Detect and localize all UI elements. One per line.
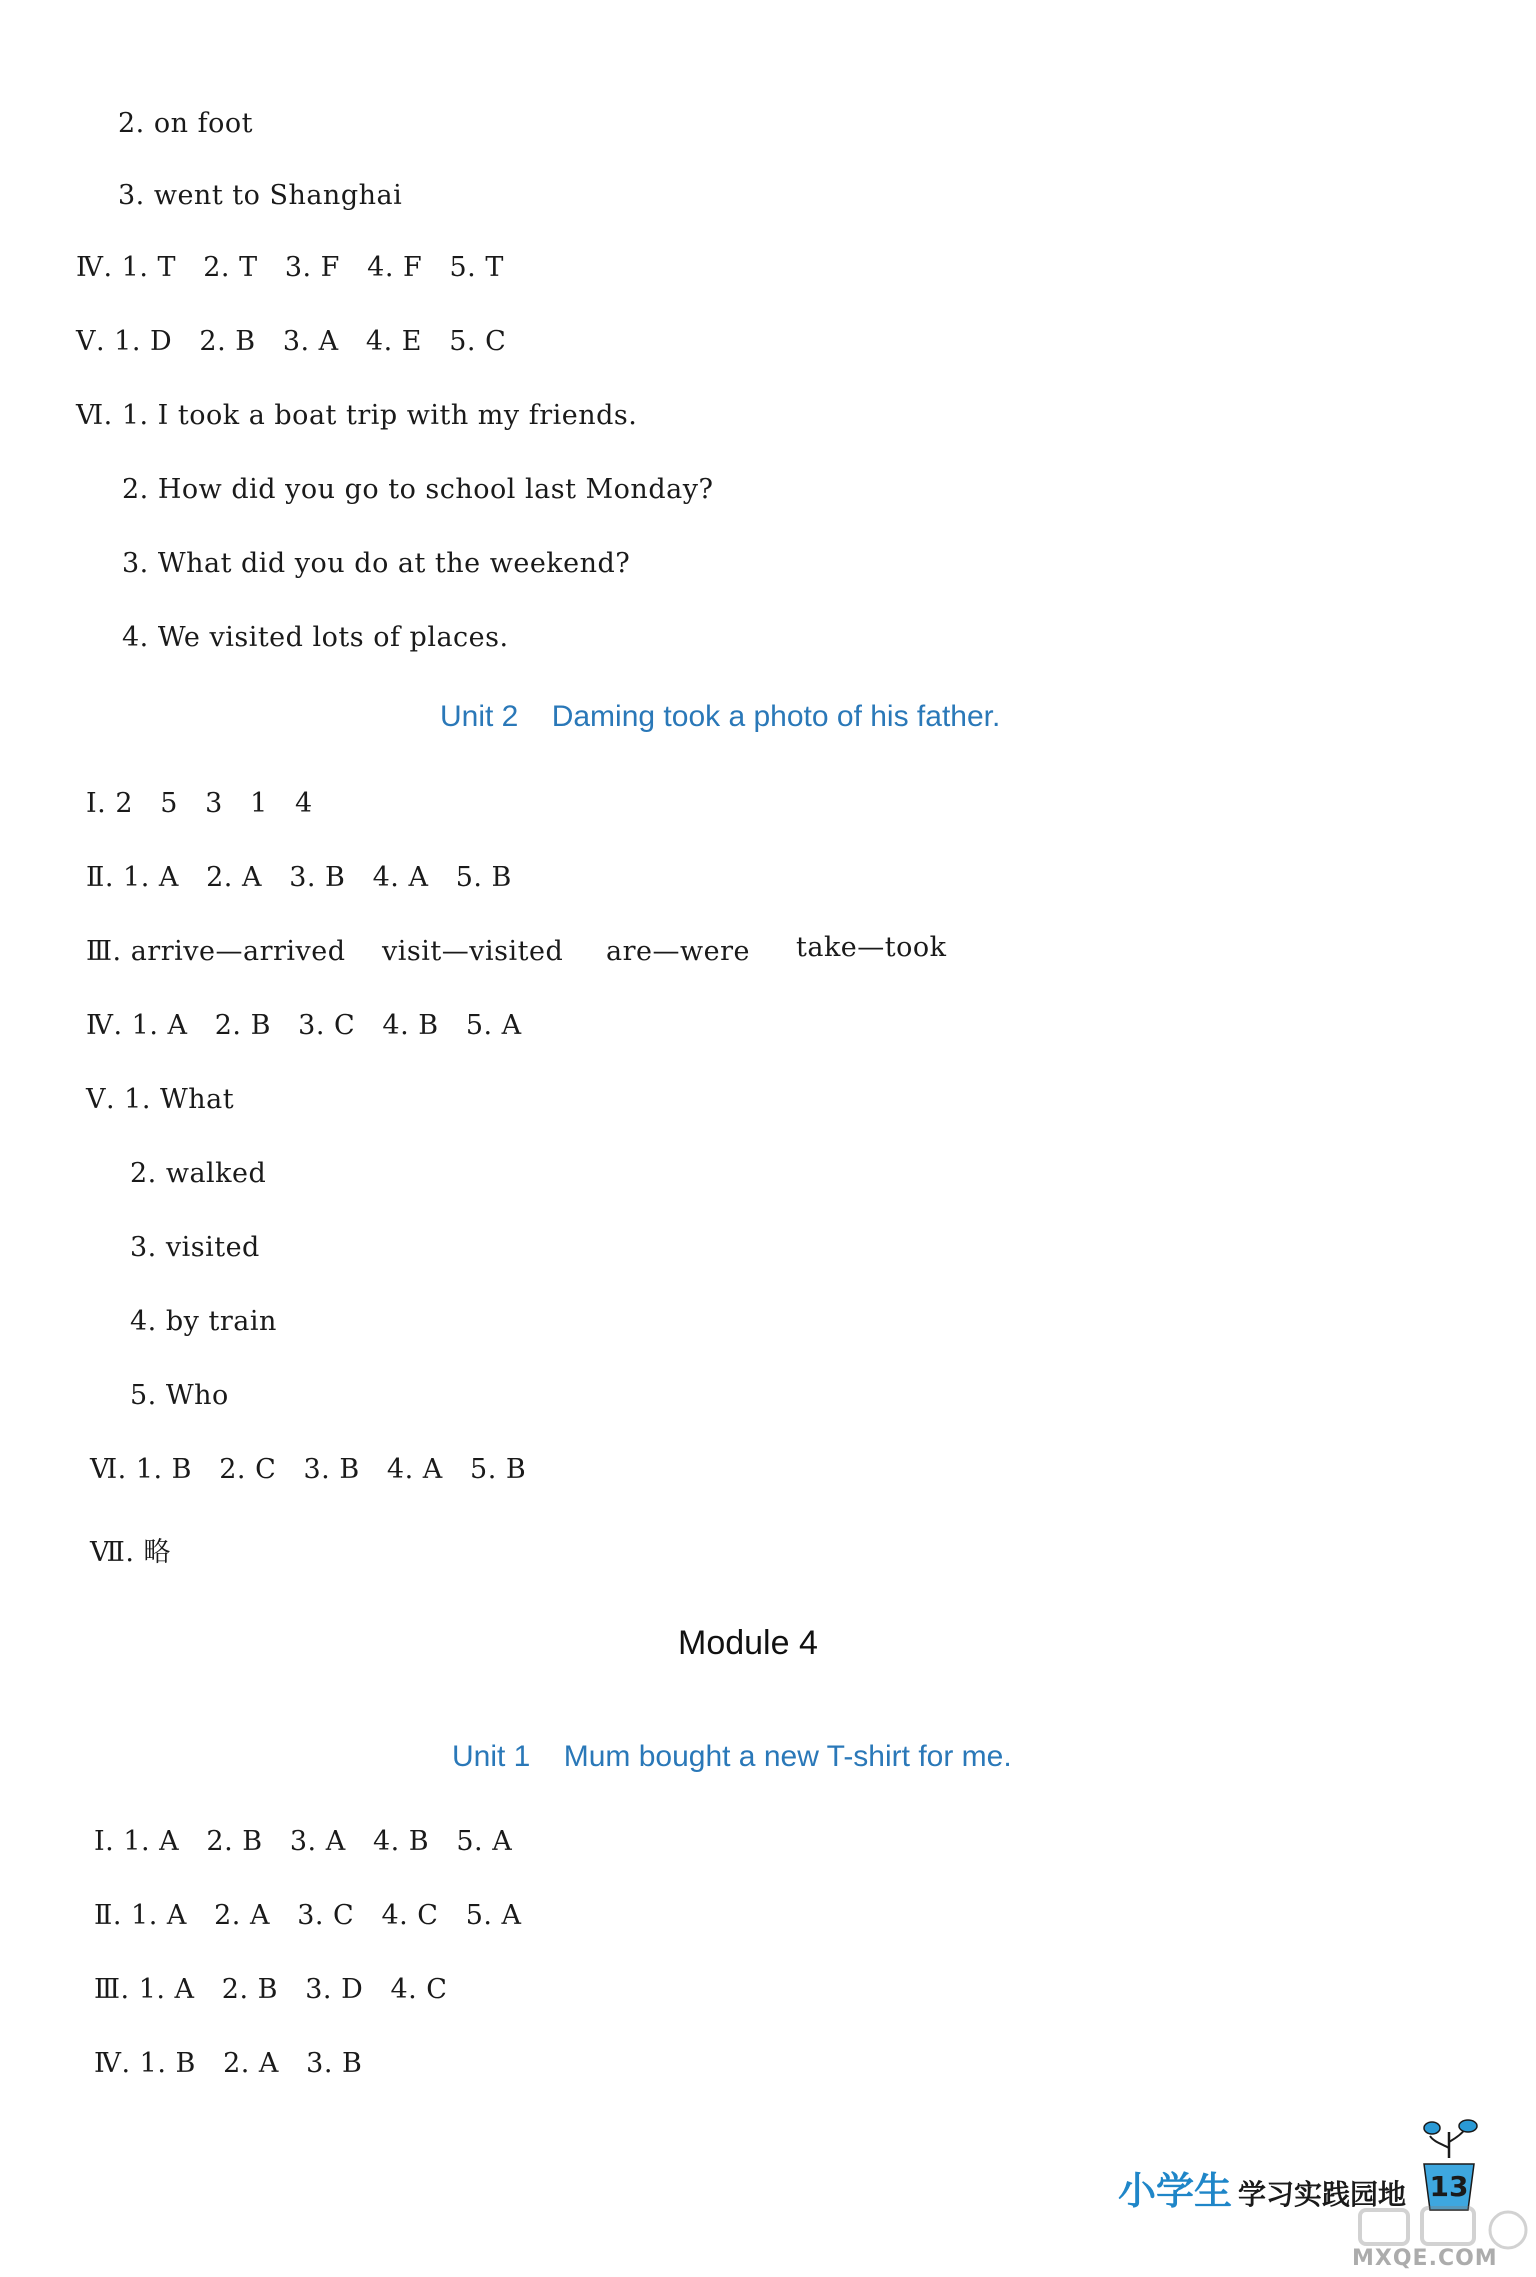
answer-line: Ⅱ. 1. A 2. A 3. B 4. A 5. B <box>86 862 512 893</box>
answer-line: Ⅳ. 1. A 2. B 3. C 4. B 5. A <box>86 1010 522 1041</box>
answer-line: Ⅰ. 2 5 3 1 4 <box>86 788 313 819</box>
answer-line: 2. walked <box>130 1158 267 1189</box>
answer-line: Ⅲ. arrive—arrived <box>86 936 346 967</box>
answer-line: visit—visited <box>382 936 564 967</box>
answer-line: 4. We visited lots of places. <box>122 622 509 653</box>
answer-line: 4. by train <box>130 1306 277 1337</box>
answer-line: Ⅲ. 1. A 2. B 3. D 4. C <box>94 1974 448 2005</box>
answer-line: Ⅵ. 1. B 2. C 3. B 4. A 5. B <box>90 1454 527 1485</box>
answer-line: are—were <box>606 936 750 967</box>
watermark-text: MXQE.COM <box>1352 2246 1498 2271</box>
page-number: 13 <box>1429 2170 1469 2203</box>
answer-line: Ⅳ. 1. B 2. A 3. B <box>94 2048 363 2079</box>
unit-heading: Unit 2 Daming took a photo of his father. <box>440 700 1001 733</box>
answer-line: Ⅰ. 1. A 2. B 3. A 4. B 5. A <box>94 1826 513 1857</box>
brand-title: 小学生 <box>1118 2169 1233 2213</box>
answer-line: 2. on foot <box>118 108 253 139</box>
answer-line: 3. What did you do at the weekend? <box>122 548 631 579</box>
answer-line: 5. Who <box>130 1380 229 1411</box>
answer-line: 3. visited <box>130 1232 260 1263</box>
answer-line: Ⅴ. 1. D 2. B 3. A 4. E 5. C <box>76 326 507 357</box>
answer-line: Ⅵ. 1. I took a boat trip with my friends. <box>76 400 638 431</box>
answer-line: 2. How did you go to school last Monday? <box>122 474 714 505</box>
answer-line: Ⅶ. 略 <box>90 1537 172 1568</box>
unit-heading: Unit 1 Mum bought a new T-shirt for me. <box>452 1740 1012 1773</box>
answer-line: Ⅱ. 1. A 2. A 3. C 4. C 5. A <box>94 1900 522 1931</box>
answer-line: 3. went to Shanghai <box>118 180 403 211</box>
brand-subtitle: 学习实践园地 <box>1238 2178 1407 2211</box>
module-heading: Module 4 <box>678 1624 818 1662</box>
answer-line: Ⅴ. 1. What <box>86 1084 235 1115</box>
answer-line: Ⅳ. 1. T 2. T 3. F 4. F 5. T <box>76 252 504 283</box>
answer-line: take—took <box>796 932 947 963</box>
